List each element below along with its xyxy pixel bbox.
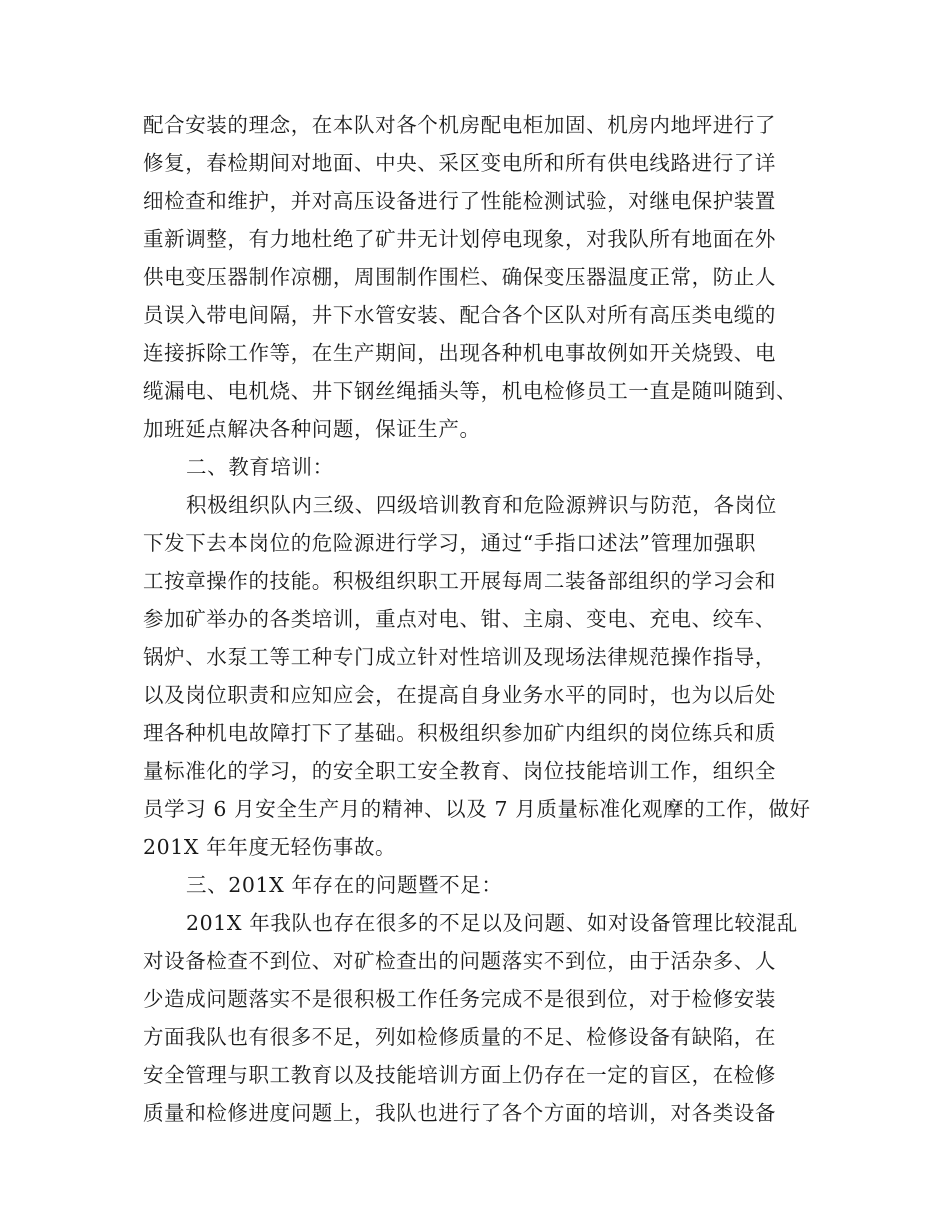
text-line: 以及岗位职责和应知应会，在提高自身业务水平的同时，也为以后处 bbox=[143, 683, 776, 707]
text-line: 积极组织队内三级、四级培训教育和危险源辨识与防范，各岗位 bbox=[186, 493, 777, 517]
text-line: 工按章操作的技能。积极组织职工开展每周二装备部组织的学习会和 bbox=[143, 569, 776, 593]
text-line: 配合安装的理念，在本队对各个机房配电柜加固、机房内地坪进行了 bbox=[143, 113, 776, 137]
text-line: 安全管理与职工教育以及技能培训方面上仍存在一定的盲区，在检修 bbox=[143, 1063, 776, 1087]
text-line: 员学习 6 月安全生产月的精神、以及 7 月质量标准化观摩的工作，做好 bbox=[143, 797, 811, 821]
text-line: 少造成问题落实不是很积极工作任务完成不是很到位，对于检修安装 bbox=[143, 987, 776, 1011]
section-heading: 三、201X 年存在的问题暨不足： bbox=[186, 873, 503, 897]
text-line: 修复，春检期间对地面、中央、采区变电所和所有供电线路进行了详 bbox=[143, 151, 776, 175]
text-line: 量标准化的学习，的安全职工安全教育、岗位技能培训工作，组织全 bbox=[143, 759, 776, 783]
text-line: 连接拆除工作等，在生产期间，出现各种机电事故例如开关烧毁、电 bbox=[143, 341, 776, 365]
text-line: 供电变压器制作凉棚，周围制作围栏、确保变压器温度正常，防止人 bbox=[143, 265, 776, 289]
text-line: 方面我队也有很多不足，列如检修质量的不足、检修设备有缺陷，在 bbox=[143, 1025, 776, 1049]
text-line: 201X 年我队也存在很多的不足以及问题、如对设备管理比较混乱 bbox=[186, 911, 798, 935]
text-line: 锅炉、水泵工等工种专门成立针对性培训及现场法律规范操作指导， bbox=[143, 645, 776, 669]
text-line: 下发下去本岗位的危险源进行学习，通过“手指口述法”管理加强职 bbox=[143, 531, 756, 555]
text-line: 对设备检查不到位、对矿检查出的问题落实不到位，由于活杂多、人 bbox=[143, 949, 776, 973]
text-line: 加班延点解决各种问题，保证生产。 bbox=[143, 417, 481, 441]
section-heading: 二、教育培训： bbox=[186, 455, 334, 479]
text-line: 员误入带电间隔，井下水管安装、配合各个区队对所有高压类电缆的 bbox=[143, 303, 776, 327]
text-line: 理各种机电故障打下了基础。积极组织参加矿内组织的岗位练兵和质 bbox=[143, 721, 776, 745]
text-line: 参加矿举办的各类培训，重点对电、钳、主扇、变电、充电、绞车、 bbox=[143, 607, 776, 631]
text-line: 缆漏电、电机烧、井下钢丝绳插头等，机电检修员工一直是随叫随到、 bbox=[143, 379, 798, 403]
text-line: 201X 年年度无轻伤事故。 bbox=[143, 835, 397, 859]
text-line: 细检查和维护，并对高压设备进行了性能检测试验，对继电保护装置 bbox=[143, 189, 776, 213]
text-line: 重新调整，有力地杜绝了矿井无计划停电现象，对我队所有地面在外 bbox=[143, 227, 776, 251]
text-line: 质量和检修进度问题上，我队也进行了各个方面的培训，对各类设备 bbox=[143, 1101, 776, 1125]
